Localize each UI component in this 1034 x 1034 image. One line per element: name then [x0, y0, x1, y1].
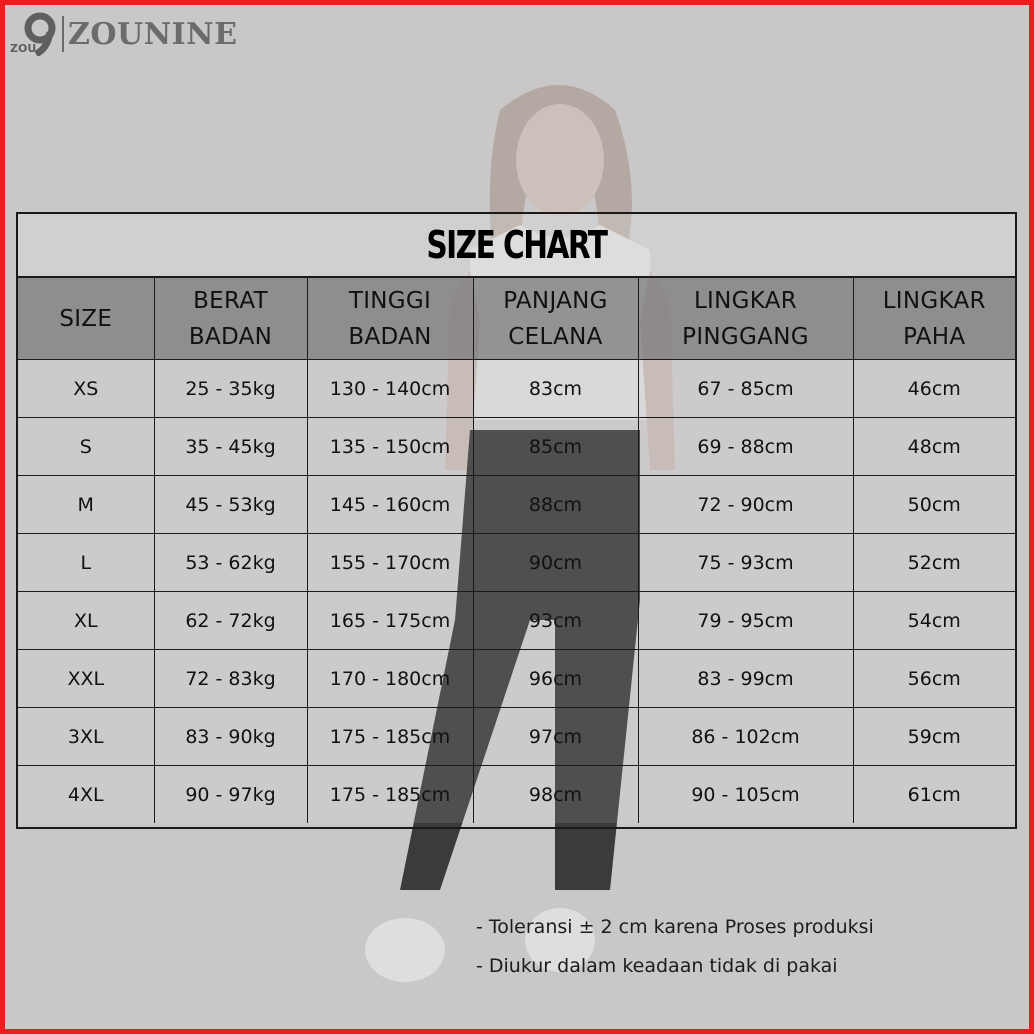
table-body [18, 360, 1015, 824]
cell-panjang-celana: 93cm [473, 592, 638, 650]
header-line: LINGKAR [882, 287, 986, 314]
chart-title: SIZE CHART [426, 223, 607, 267]
cell-lingkar-paha: 46cm [853, 360, 1015, 418]
header-tinggi-badan [307, 278, 473, 360]
cell-berat-badan: 90 - 97kg [154, 766, 307, 824]
header-line: PAHA [903, 323, 966, 350]
header-lingkar-pinggang [638, 278, 853, 360]
cell-size: XS [18, 360, 154, 418]
cell-berat-badan: 35 - 45kg [154, 418, 307, 476]
cell-size: 3XL [18, 708, 154, 766]
size-chart [16, 212, 1017, 829]
header-size [18, 278, 154, 360]
cell-panjang-celana: 97cm [473, 708, 638, 766]
table-row [18, 418, 1015, 476]
cell-size: 4XL [18, 766, 154, 824]
cell-tinggi-badan: 130 - 140cm [307, 360, 473, 418]
cell-lingkar-pinggang: 86 - 102cm [638, 708, 853, 766]
cell-tinggi-badan: 175 - 185cm [307, 708, 473, 766]
header-line: BADAN [188, 323, 273, 350]
brand-name: ZOUNINE [68, 16, 238, 52]
cell-lingkar-pinggang: 83 - 99cm [638, 650, 853, 708]
notes [476, 908, 874, 986]
svg-text:ZOU: ZOU [10, 42, 37, 55]
cell-lingkar-paha: 56cm [853, 650, 1015, 708]
table-row [18, 592, 1015, 650]
cell-lingkar-paha: 54cm [853, 592, 1015, 650]
cell-size: XL [18, 592, 154, 650]
cell-lingkar-paha: 50cm [853, 476, 1015, 534]
cell-lingkar-pinggang: 90 - 105cm [638, 766, 853, 824]
table-header-row [18, 278, 1015, 360]
cell-lingkar-paha: 61cm [853, 766, 1015, 824]
cell-panjang-celana: 88cm [473, 476, 638, 534]
header-line: PINGGANG [682, 323, 809, 350]
cell-berat-badan: 53 - 62kg [154, 534, 307, 592]
cell-lingkar-pinggang: 79 - 95cm [638, 592, 853, 650]
table-row [18, 476, 1015, 534]
brand-logo [10, 12, 237, 56]
header-line: PANJANG [503, 287, 608, 314]
cell-size: XXL [18, 650, 154, 708]
cell-panjang-celana: 98cm [473, 766, 638, 824]
table-row [18, 766, 1015, 824]
header-line: TINGGI [348, 287, 432, 314]
cell-lingkar-paha: 59cm [853, 708, 1015, 766]
cell-tinggi-badan: 145 - 160cm [307, 476, 473, 534]
table-row [18, 534, 1015, 592]
header-line: CELANA [508, 323, 603, 350]
header-line: LINGKAR [693, 287, 798, 314]
note-measurement: - Diukur dalam keadaan tidak di pakai [476, 955, 838, 977]
cell-berat-badan: 25 - 35kg [154, 360, 307, 418]
cell-panjang-celana: 96cm [473, 650, 638, 708]
cell-tinggi-badan: 170 - 180cm [307, 650, 473, 708]
cell-size: S [18, 418, 154, 476]
cell-panjang-celana: 85cm [473, 418, 638, 476]
cell-tinggi-badan: 165 - 175cm [307, 592, 473, 650]
header-line: BADAN [348, 323, 432, 350]
cell-tinggi-badan: 175 - 185cm [307, 766, 473, 824]
cell-berat-badan: 62 - 72kg [154, 592, 307, 650]
cell-size: L [18, 534, 154, 592]
cell-tinggi-badan: 155 - 170cm [307, 534, 473, 592]
header-panjang-celana [473, 278, 638, 360]
cell-lingkar-paha: 48cm [853, 418, 1015, 476]
cell-size: M [18, 476, 154, 534]
cell-lingkar-pinggang: 72 - 90cm [638, 476, 853, 534]
cell-tinggi-badan: 135 - 150cm [307, 418, 473, 476]
cell-berat-badan: 45 - 53kg [154, 476, 307, 534]
cell-lingkar-pinggang: 67 - 85cm [638, 360, 853, 418]
note-tolerance: - Toleransi ± 2 cm karena Proses produksi [476, 916, 874, 938]
table-row [18, 360, 1015, 418]
header-line: SIZE [59, 305, 113, 332]
table-row [18, 708, 1015, 766]
cell-lingkar-pinggang: 69 - 88cm [638, 418, 853, 476]
chart-title-bar [18, 214, 1015, 278]
cell-berat-badan: 72 - 83kg [154, 650, 307, 708]
header-line: BERAT [193, 287, 268, 314]
size-table [18, 278, 1015, 823]
header-berat-badan [154, 278, 307, 360]
cell-berat-badan: 83 - 90kg [154, 708, 307, 766]
logo-divider [62, 16, 64, 52]
cell-panjang-celana: 83cm [473, 360, 638, 418]
header-lingkar-paha [853, 278, 1015, 360]
cell-panjang-celana: 90cm [473, 534, 638, 592]
cell-lingkar-pinggang: 75 - 93cm [638, 534, 853, 592]
cell-lingkar-paha: 52cm [853, 534, 1015, 592]
table-row [18, 650, 1015, 708]
zou-nine-logo-icon [10, 12, 56, 56]
